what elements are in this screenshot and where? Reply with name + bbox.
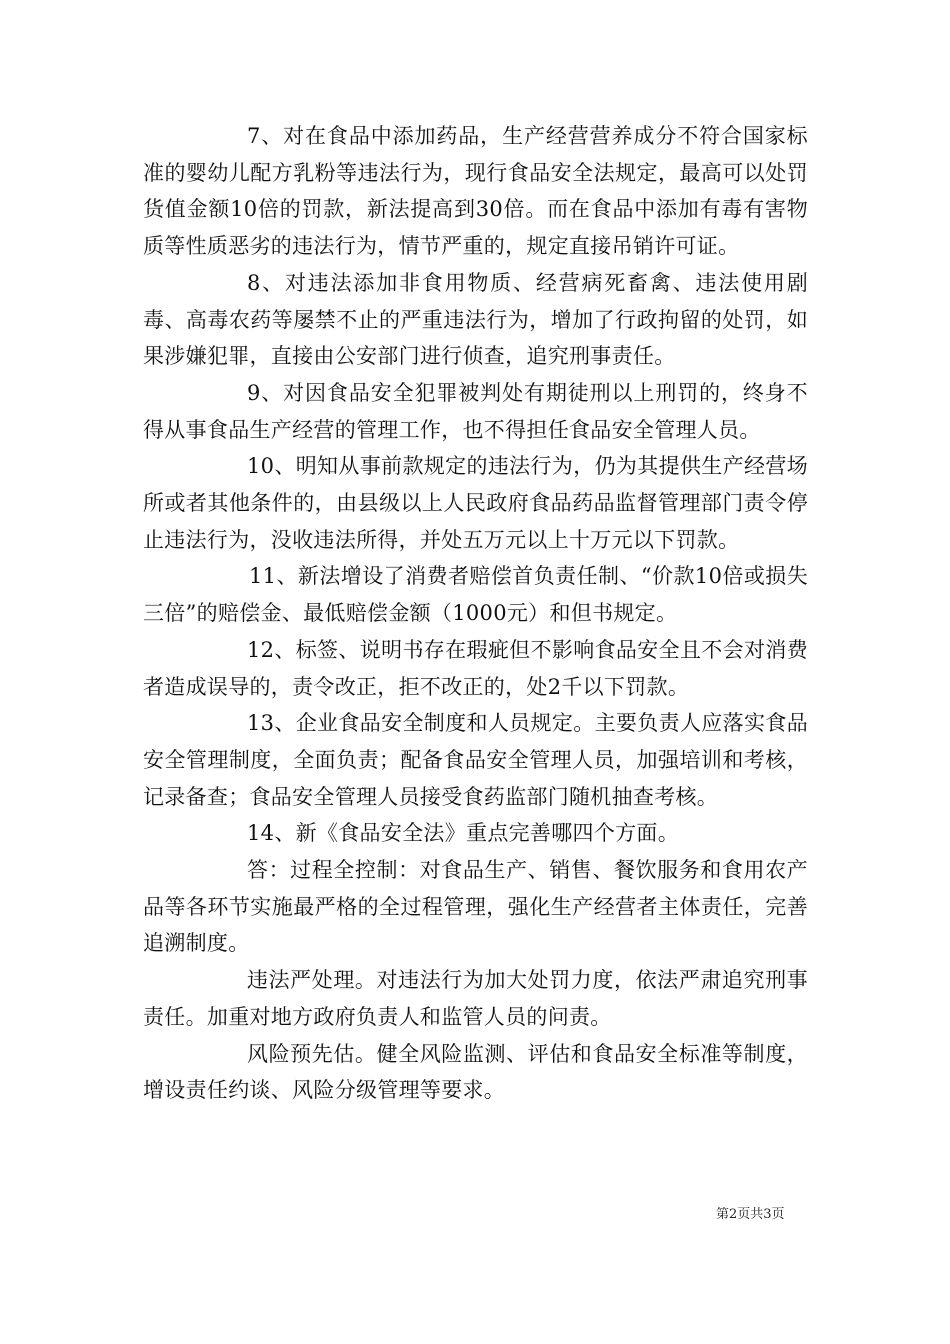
paragraph-11: 11、新法增设了消费者赔偿首负责任制、“价款10倍或损失三倍”的赔偿金、最低赔偿金额（1000元）和但书规定。 [143, 564, 808, 626]
answer-strict-penalty: 违法严处理。对违法行为加大处罚力度，依法严肃追究刑事责任。加重对地方政府负责人和监管人员的问责。 [143, 968, 808, 1029]
paragraph-10: 10、明知从事前款规定的违法行为，仍为其提供生产经营场所或者其他条件的，由县级以上人民政府食品药品监督管理部门责令停止违法行为，没收违法所得，并处五万元以上十万元以下罚款。 [143, 454, 808, 552]
answer-risk-assessment: 风险预先估。健全风险监测、评估和食品安全标准等制度，增设责任约谈、风险分级管理等要求。 [143, 1041, 808, 1103]
paragraph-13: 13、企业食品安全制度和人员规定。主要负责人应落实食品安全管理制度，全面负责；配备食品安全管理人员，加强培训和考核，记录备查；食品安全管理人员接受食药监部门随机抽查考核。 [143, 711, 808, 809]
paragraph-7: 7、对在食品中添加药品，生产经营营养成分不符合国家标准的婴幼儿配方乳粉等违法行为，现行食品安全法规定，最高可以处罚货值金额10倍的罚款，新法提高到30倍。而在食品中添加有毒有害物质等性质恶劣的违法行为，情节严重的，规定直接吊销许可证。 [143, 124, 808, 259]
answer-process-control: 答：过程全控制：对食品生产、销售、餐饮服务和食用农产品等各环节实施最严格的全过程管理，强化生产经营者主体责任，完善追溯制度。 [143, 858, 808, 956]
paragraph-14: 14、新《食品安全法》重点完善哪四个方面。 [247, 821, 680, 846]
paragraph-12: 12、标签、说明书存在瑕疵但不影响食品安全且不会对消费者造成误导的，责令改正，拒不改正的，处2千以下罚款。 [143, 637, 808, 699]
paragraph-9: 9、对因食品安全犯罪被判处有期徒刑以上刑罚的，终身不得从事食品生产经营的管理工作，也不得担任食品安全管理人员。 [143, 380, 808, 442]
paragraph-8: 8、对违法添加非食用物质、经营病死畜禽、违法使用剧毒、高毒农药等屡禁不止的严重违法行为，增加了行政拘留的处罚，如果涉嫌犯罪，直接由公安部门进行侦查，追究刑事责任。 [143, 270, 808, 369]
document-body [143, 118, 808, 1109]
page-number: 第2页共3页 [716, 1207, 785, 1222]
